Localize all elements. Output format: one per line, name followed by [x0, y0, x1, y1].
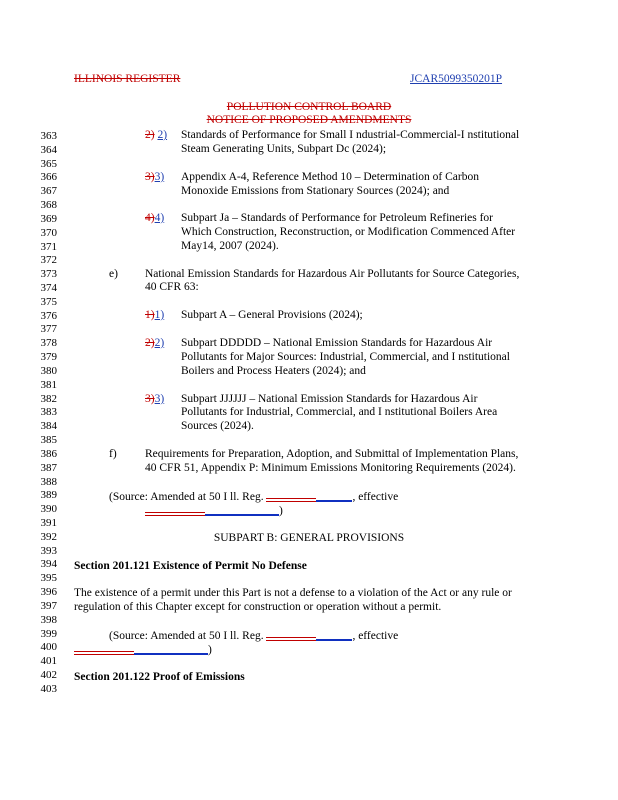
- date-blank-1: [145, 504, 279, 514]
- line-number: 370: [40, 226, 57, 239]
- item-e1-text: Subpart A – General Provisions (2024);: [181, 309, 363, 321]
- line-number: 384: [40, 420, 57, 433]
- line-number: 378: [40, 337, 57, 350]
- line-number: 376: [40, 309, 57, 322]
- line-number: 393: [40, 544, 57, 557]
- item-4-marker: 4)4): [145, 212, 165, 224]
- line-number: 401: [40, 655, 57, 668]
- line-number: 367: [40, 185, 57, 198]
- section-122-heading: Section 201.122 Proof of Emissions: [74, 671, 245, 683]
- section-121-para-2: regulation of this Chapter except for construction or operation without a permit.: [74, 601, 442, 613]
- item-e1-marker: 1)1): [145, 309, 165, 321]
- section-121-para-1: The existence of a permit under this Part is not a defense to a violation of the Act or any rule or: [74, 587, 512, 599]
- line-number: 372: [40, 254, 57, 267]
- line-number: 364: [40, 143, 57, 156]
- item-e-text-1: National Emission Standards for Hazardous Air Pollutants for Source Categories,: [145, 268, 520, 280]
- subpart-b-heading: SUBPART B: GENERAL PROVISIONS: [213, 532, 405, 544]
- item-f-text-2: 40 CFR 51, Appendix P: Minimum Emissions Monitoring Requirements (2024).: [145, 462, 516, 474]
- item-4-text-1: Subpart Ja – Standards of Performance for Petroleum Refineries for: [181, 212, 494, 224]
- line-number: 395: [40, 572, 57, 585]
- line-number: 402: [40, 668, 57, 681]
- item-2-text-1: Standards of Performance for Small I ndustrial-Commercial-I nstitutional: [181, 129, 520, 141]
- line-number: 377: [40, 323, 57, 336]
- line-number: 391: [40, 516, 57, 529]
- item-e2-marker: 2)2): [145, 337, 165, 349]
- line-number: 394: [40, 558, 57, 571]
- item-e2-text-1: Subpart DDDDD – National Emission Standards for Hazardous Air: [181, 337, 493, 349]
- item-f-text-1: Requirements for Preparation, Adoption, and Submittal of Implementation Plans,: [145, 448, 519, 460]
- item-e-text-2: 40 CFR 63:: [145, 281, 199, 293]
- line-number: 379: [40, 351, 57, 364]
- item-e-marker: e): [109, 268, 118, 280]
- line-number: 382: [40, 392, 57, 405]
- register-header: ILLINOIS REGISTER: [74, 73, 181, 85]
- notice-title: NOTICE OF PROPOSED AMENDMENTS: [206, 114, 412, 126]
- item-2-marker: 2) 2): [145, 129, 168, 141]
- line-number: 389: [40, 489, 57, 502]
- line-number: 399: [40, 627, 57, 640]
- line-number: 390: [40, 503, 57, 516]
- line-number: 388: [40, 475, 57, 488]
- reg-blank-1: [266, 490, 352, 500]
- source-note-2: (Source: Amended at 50 I ll. Reg. , effective: [109, 630, 399, 642]
- item-3-marker: 3)3): [145, 171, 165, 183]
- item-e2-text-2: Pollutants for Major Sources: Industrial, Commercial, and I nstitutional: [181, 351, 510, 363]
- reg-blank-2: [266, 629, 352, 639]
- item-e3-text-3: Sources (2024).: [181, 420, 254, 432]
- item-4-text-2: Which Construction, Reconstruction, or Modification Commenced After: [181, 226, 516, 238]
- date-blank-2: [74, 643, 208, 653]
- section-121-heading: Section 201.121 Existence of Permit No Defense: [74, 560, 307, 572]
- line-number: 368: [40, 199, 57, 212]
- line-number: 383: [40, 406, 57, 419]
- line-number: 374: [40, 282, 57, 295]
- line-number: 365: [40, 157, 57, 170]
- line-number: 381: [40, 378, 57, 391]
- line-number: 380: [40, 364, 57, 377]
- line-number: 371: [40, 240, 57, 253]
- board-title: POLLUTION CONTROL BOARD: [226, 101, 392, 113]
- item-e3-text-1: Subpart JJJJJJ – National Emission Standards for Hazardous Air: [181, 393, 478, 405]
- source-note-1: (Source: Amended at 50 I ll. Reg. , effective: [109, 491, 399, 503]
- line-number: 398: [40, 613, 57, 626]
- line-number: 369: [40, 212, 57, 225]
- item-2-text-2: Steam Generating Units, Subpart Dc (2024);: [181, 143, 387, 155]
- line-number: 400: [40, 641, 57, 654]
- line-number: 386: [40, 447, 57, 460]
- item-e3-marker: 3)3): [145, 393, 165, 405]
- document-code: JCAR5099350201P: [410, 73, 503, 85]
- source-note-1-date: ): [145, 504, 283, 517]
- line-number: 375: [40, 295, 57, 308]
- item-e2-text-3: Boilers and Process Heaters (2024); and: [181, 365, 366, 377]
- source-note-2-date: ): [74, 643, 212, 656]
- line-number: 387: [40, 461, 57, 474]
- item-4-text-3: May14, 2007 (2024).: [181, 240, 279, 252]
- line-number: 363: [40, 130, 57, 142]
- line-number: 397: [40, 599, 57, 612]
- line-number: 403: [40, 682, 57, 695]
- item-e3-text-2: Pollutants for Industrial, Commercial, and I nstitutional Boilers Area: [181, 406, 498, 418]
- item-3-text-1: Appendix A-4, Reference Method 10 – Determination of Carbon: [181, 171, 479, 183]
- item-f-marker: f): [109, 448, 117, 460]
- line-number: 392: [40, 530, 57, 543]
- line-number: 396: [40, 586, 57, 599]
- line-number: 366: [40, 171, 57, 184]
- item-3-text-2: Monoxide Emissions from Stationary Sources (2024); and: [181, 185, 450, 197]
- line-number: 385: [40, 434, 57, 447]
- line-number: 373: [40, 268, 57, 281]
